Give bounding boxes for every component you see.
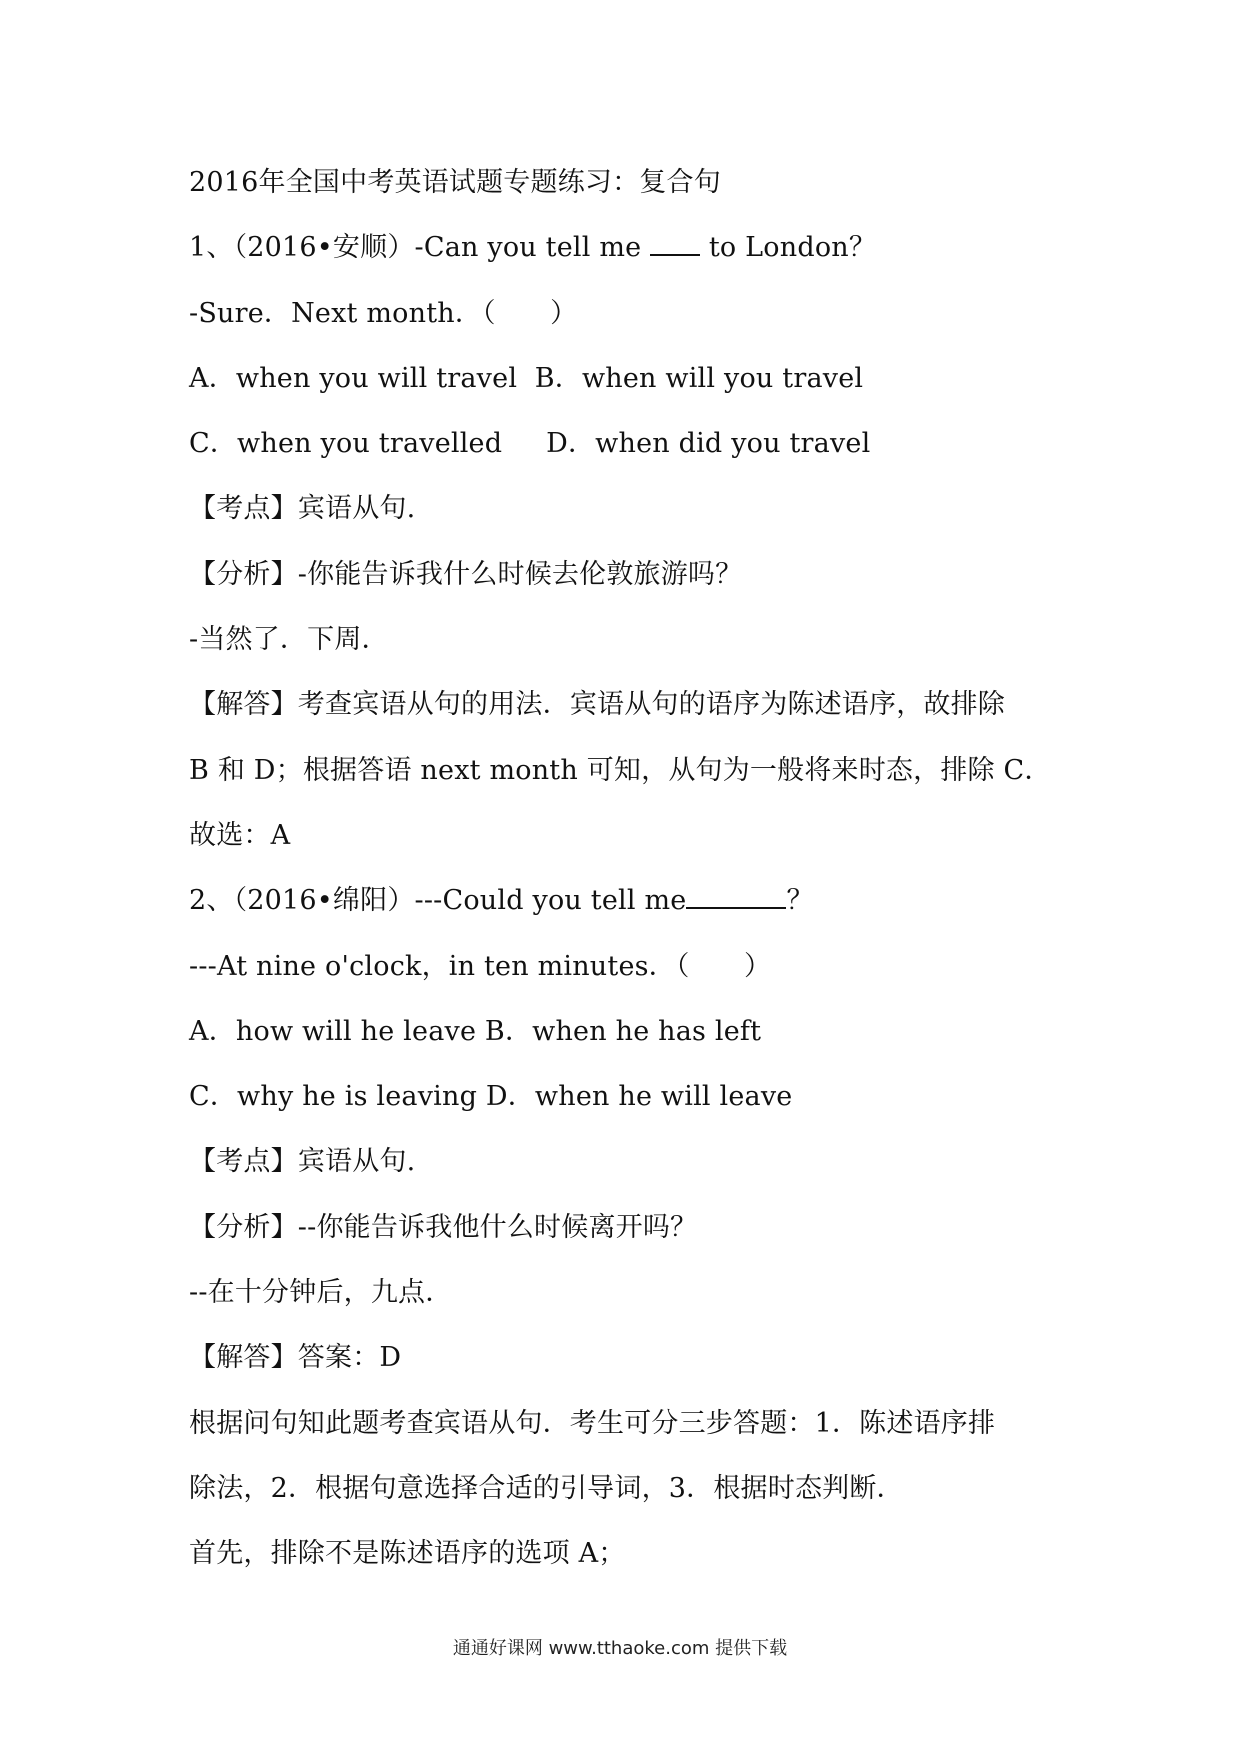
q2-answer-blank [686,879,786,909]
q1-fenxi-2: -当然了．下周． [189,624,389,656]
q1-stem [189,225,1069,290]
q2-kaodian: 【考点】宾语从句. [189,1146,416,1178]
q2-stem-before: 2、（2016•绵阳）---Could you tell me [189,885,687,917]
q2-stem-after: ？ [786,885,814,917]
q1-stem-after: to London？ [700,232,877,264]
q2-options-ab: A．how will he leave B．when he has left [189,1015,762,1047]
q2-stem [189,878,1069,943]
document-body [189,160,1069,1597]
q1-options-cd: C．when you travelled D．when did you travel [189,428,871,460]
q1-options-ab: A．when you will travel B．when will you travel [189,362,864,394]
q2-jieda: 【解答】答案：D [189,1342,402,1374]
page-footer: 通通好课网 www.tthaoke.com 提供下载 [452,1638,788,1659]
q2-explain-2: 除法，2．根据句意选择合适的引导词，3．根据时态判断． [189,1472,904,1504]
q1-reply: -Sure．Next month．（ ） [189,297,578,329]
q1-jieda-2: B 和 D；根据答语 next month 可知，从句为一般将来时态，排除 C． [189,754,1052,786]
q1-jieda: 【解答】考查宾语从句的用法．宾语从句的语序为陈述语序，故排除 [189,689,1005,721]
q2-explain-3: 首先，排除不是陈述语序的选项 A； [189,1538,626,1570]
q2-reply: ---At nine o'clock，in ten minutes．（ ） [189,950,772,982]
q1-stem-before: 1、（2016•安顺）-Can you tell me [189,232,651,264]
q2-fenxi-2: --在十分钟后，九点． [189,1277,453,1309]
q1-answer: 故选：A [189,819,291,851]
q1-fenxi: 【分析】-你能告诉我什么时候去伦敦旅游吗？ [189,558,743,590]
q2-options-cd: C．why he is leaving D．when he will leave [189,1081,793,1113]
q1-kaodian: 【考点】宾语从句. [189,493,416,525]
document-title: 2016年全国中考英语试题专题练习：复合句 [189,167,721,198]
q2-explain-1: 根据问句知此题考查宾语从句．考生可分三步答题：1．陈述语序排 [189,1407,996,1439]
q2-fenxi: 【分析】--你能告诉我他什么时候离开吗？ [189,1211,698,1243]
q1-answer-blank [650,226,700,256]
